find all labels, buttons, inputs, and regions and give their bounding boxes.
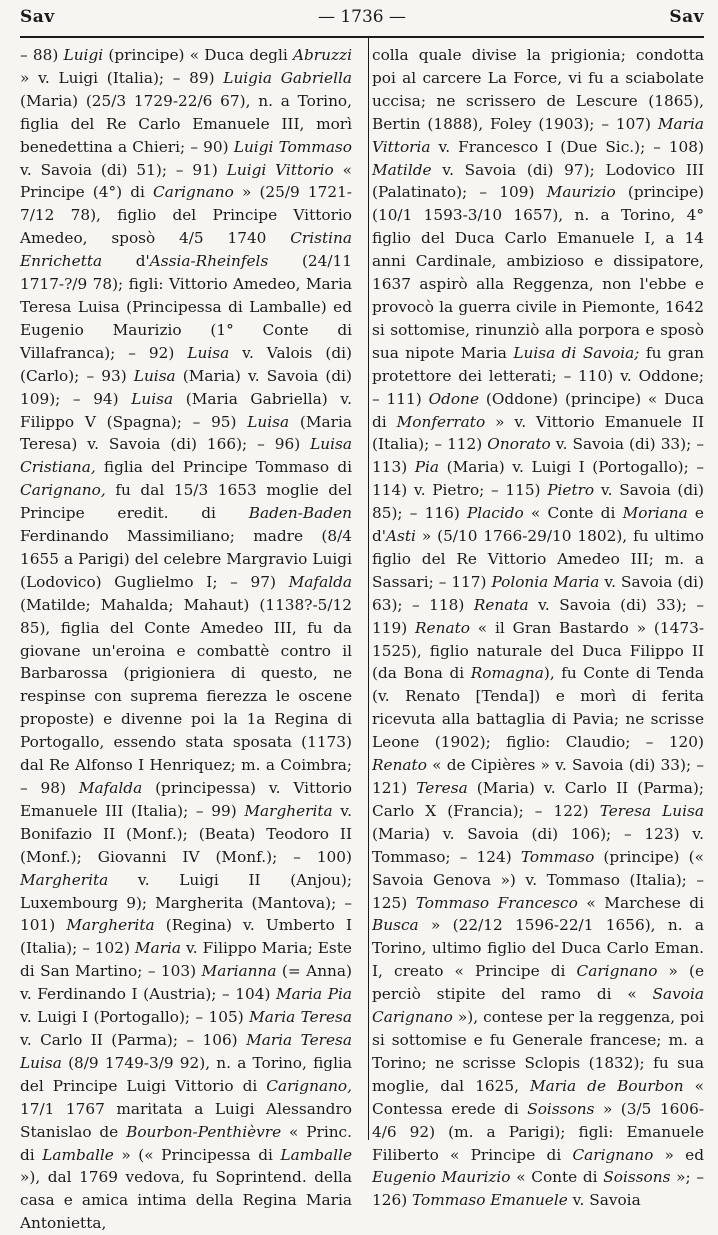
header-right-word: Sav bbox=[669, 7, 704, 27]
text-segment: Luisa bbox=[247, 412, 290, 431]
text-segment: figlia del Principe Tommaso di bbox=[95, 458, 352, 477]
text-segment: (Matilde; Mahalda; Mahaut) (1138?-5/12 85), figlia del Conte Amedeo III, fu da giovane un'eroina e combattè contro il Barbarossa (prigioniera di questo, ne respinse con suprema fierezza le oscene proposte) e divenne poi la 1a Regina di Portogallo, essendo stata sposata (1173) dal Re Alfonso I Henriquez; m. a Coimbra; – 98) bbox=[20, 595, 352, 797]
text-segment: (Maria Teresa) v. Savoia (di) 166); – 96) bbox=[20, 412, 352, 454]
page-number: — 1736 — bbox=[317, 7, 407, 27]
text-segment: Lamballe bbox=[280, 1145, 353, 1164]
text-segment: Soissons bbox=[527, 1099, 595, 1118]
text-segment: v. Luigi I (Portogallo); – 105) bbox=[20, 1008, 250, 1027]
text-segment: » (25/9 1721-7/12 78), figlio del Principe Vittorio Amedeo, sposò 4/5 1740 bbox=[20, 183, 352, 248]
text-segment: Marianna bbox=[201, 962, 277, 981]
text-segment: Renato bbox=[415, 618, 470, 637]
text-segment: fu dal 15/3 1653 moglie del Principe eredit. di bbox=[20, 481, 352, 523]
text-segment: »; – 126) bbox=[372, 1168, 704, 1210]
text-segment: Placido bbox=[466, 504, 524, 523]
text-segment: » v. Vittorio Emanuele II (Italia); – 112) bbox=[372, 412, 704, 454]
text-segment: Tommaso Francesco bbox=[415, 893, 578, 912]
text-segment: (principe) (« Savoia Genova ») v. Tommaso (Italia); – 125) bbox=[372, 847, 705, 912]
text-segment: Carignano, bbox=[266, 1076, 352, 1095]
text-segment: Bourbon-Penthièvre bbox=[126, 1122, 282, 1141]
text-segment: (Regina) v. Umberto I (Italia); – 102) bbox=[20, 916, 352, 958]
text-segment: » (e perciò stipite del ramo di « bbox=[372, 962, 704, 1004]
text-segment: » (« Principessa di bbox=[113, 1145, 281, 1164]
text-segment: (Maria) (25/3 1729-22/6 67), n. a Torino, figlia del Re Carlo Emanuele III, morì benedettina a Chieri; – 90) bbox=[20, 91, 352, 156]
text-segment: Assia-Rheinfels bbox=[149, 252, 269, 271]
right-column bbox=[362, 44, 704, 1235]
text-segment: Soissons bbox=[603, 1168, 671, 1187]
text-segment: (principe) (10/1 1593-3/10 1657), n. a Torino, 4° figlio del Duca Carlo Emanuele I, a 14 anni Cardinale, ambizioso e dissipatore, 1637 aspirò alla Reggenza, non l'ebbe e provocò la guerra civile in Piemonte, 1642 si sottomise, rinunziò alla porpora e sposò sua nipote Maria bbox=[372, 183, 704, 362]
text-segment: Mafalda bbox=[288, 572, 352, 591]
text-segment: » (5/10 1766-29/10 1802), fu ultimo figlio del Re Vittorio Amedeo III; m. a Sassari; – 117) bbox=[372, 527, 704, 591]
text-segment: Tommaso Emanuele bbox=[412, 1191, 568, 1210]
text-segment: Maria Teresa Luisa bbox=[20, 1030, 352, 1072]
text-segment: Maria Pia bbox=[276, 985, 352, 1004]
text-segment: Cristina Enrichetta bbox=[20, 229, 352, 271]
text-segment: Mafalda bbox=[78, 779, 143, 797]
page-header bbox=[20, 6, 704, 28]
text-segment: Maria de Bourbon bbox=[530, 1076, 684, 1095]
text-segment: « Conte di bbox=[523, 504, 623, 523]
text-segment: » (22/12 1596-22/1 1656), n. a Torino, ultimo figlio del Duca Carlo Eman. I, creato « Principe di bbox=[372, 916, 704, 981]
text-segment: Busca bbox=[372, 916, 419, 935]
text-segment: Moriana bbox=[622, 504, 688, 523]
text-segment: (principessa) v. Vittorio Emanuele III (Italia); – 99) bbox=[20, 779, 352, 820]
text-segment: Carignano bbox=[153, 183, 234, 202]
text-segment: Luigi Vittorio bbox=[226, 160, 334, 179]
text-segment: v. Filippo Maria; Este di San Martino; – 103) bbox=[20, 939, 352, 981]
text-segment: « Conte di bbox=[510, 1168, 604, 1187]
text-segment: (= Anna) v. Ferdinando I (Austria); – 104) bbox=[20, 962, 352, 1004]
text-segment: Luisa bbox=[187, 343, 230, 362]
text-segment: (Oddone) (principe) « Duca di bbox=[372, 389, 704, 431]
header-rule bbox=[20, 36, 704, 38]
text-segment: » ed bbox=[653, 1145, 704, 1164]
text-segment: « Marchese di bbox=[577, 893, 704, 912]
text-segment: Luisa di Savoia; bbox=[513, 343, 640, 362]
text-segment: Onorato bbox=[487, 435, 551, 454]
text-segment: – 88) bbox=[20, 46, 64, 64]
text-segment: (Maria Gabriella) v. Filippo V (Spagna); – 95) bbox=[20, 389, 352, 431]
text-segment: « Princ. di bbox=[20, 1122, 352, 1164]
text-segment: v. Savoia bbox=[567, 1191, 641, 1210]
text-segment: Monferrato bbox=[396, 412, 486, 431]
text-segment: Carignano, bbox=[20, 481, 106, 500]
text-segment: v. Carlo II (Parma); – 106) bbox=[20, 1030, 247, 1049]
text-segment: Margherita bbox=[66, 916, 155, 935]
text-segment: v. Luigi II (Anjou); Luxembourg 9); Margherita (Mantova); – 101) bbox=[20, 870, 352, 935]
text-segment: Renato bbox=[372, 756, 427, 775]
text-segment: (Maria) v. Luigi I (Portogallo); – 114) v. Pietro; – 115) bbox=[372, 458, 704, 500]
text-segment: Lamballe bbox=[42, 1145, 114, 1164]
text-segment: Asti bbox=[386, 527, 416, 546]
text-segment: Tommaso bbox=[520, 847, 595, 866]
column-divider bbox=[368, 38, 369, 1140]
text-segment: v. Savoia (di) 85); – 116) bbox=[372, 481, 705, 523]
text-segment: « Principe (4°) di bbox=[20, 160, 352, 202]
text-segment: Eugenio Maurizio bbox=[372, 1168, 511, 1187]
text-segment: Romagna bbox=[470, 664, 544, 683]
text-segment: Carignano bbox=[572, 1145, 654, 1164]
text-segment: « de Cipières » v. Savoia (di) 33); – 121) bbox=[372, 756, 704, 797]
text-segment: d' bbox=[102, 252, 150, 271]
text-segment: Margherita bbox=[244, 801, 333, 820]
text-segment: Baden-Baden bbox=[248, 504, 352, 523]
text-columns bbox=[20, 44, 704, 1235]
text-segment: Margherita bbox=[20, 870, 109, 889]
text-segment: (Maria) v. Carlo II (Parma); Carlo X (Francia); – 122) bbox=[372, 779, 705, 820]
text-segment: Ferdinando Massimiliano; madre (8/4 1655 a Parigi) del celebre Margravio Luigi (Lodovico) Guglielmo I; – 97) bbox=[20, 527, 352, 591]
header-left-word: Sav bbox=[20, 7, 55, 27]
text-segment: (24/11 1717-?/9 78); figli: Vittorio Amedeo, Maria Teresa Luisa (Principessa di Lamballe) ed Eugenio Maurizio (1° Conte di Villafranca); – 92) bbox=[20, 252, 352, 362]
text-segment: e d' bbox=[372, 504, 704, 546]
text-segment: »), dal 1769 vedova, fu Soprintend. della casa e amica intima della Regina Maria Antonietta, bbox=[20, 1168, 352, 1233]
text-segment: Pietro bbox=[547, 481, 595, 500]
text-segment: »), contese per la reggenza, poi si sottomise e fu Generale francese; m. a Torino; ne scrisse Sclopis (1832); fu sua moglie, dal 1625, bbox=[372, 1008, 704, 1095]
text-segment: Matilde bbox=[372, 160, 432, 179]
text-segment: Polonia Maria bbox=[491, 572, 600, 591]
text-segment: v. Valois (di) (Carlo); – 93) bbox=[20, 343, 352, 385]
text-segment: Renata bbox=[473, 595, 529, 614]
text-segment: Carignano bbox=[576, 962, 658, 981]
text-segment: (8/9 1749-3/9 92), n. a Torino, figlia del Principe Luigi Vittorio di bbox=[20, 1053, 352, 1095]
text-segment: fu gran protettore dei letterati; – 110) v. Oddone; – 111) bbox=[372, 343, 704, 408]
text-segment: v. Savoia (di) 33); – 113) bbox=[372, 435, 704, 477]
text-segment: « il Gran Bastardo » (1473-1525), figlio naturale del Duca Filippo II (da Bona di bbox=[372, 618, 704, 683]
text-segment: v. Savoia (di) 33); – 119) bbox=[372, 595, 704, 637]
text-segment: (Maria) v. Savoia (di) 106); – 123) v. Tommaso; – 124) bbox=[372, 824, 704, 866]
text-segment: » v. Luigi (Italia); – 89) bbox=[20, 68, 224, 87]
text-segment: Luisa bbox=[131, 389, 174, 408]
text-segment: v. Bonifazio II (Monf.); (Beata) Teodoro II (Monf.); Giovanni IV (Monf.); – 100) bbox=[20, 801, 352, 866]
text-segment: Luigi Tommaso bbox=[233, 137, 352, 156]
text-segment: Maria Vittoria bbox=[372, 114, 704, 156]
text-segment: Abruzzi bbox=[292, 46, 352, 64]
text-segment: (Maria) v. Savoia (di) 109); – 94) bbox=[20, 366, 352, 408]
text-segment: Pia bbox=[414, 458, 440, 477]
text-segment: 17/1 1767 maritata a Luigi Alessandro Stanislao de bbox=[20, 1099, 352, 1141]
text-segment: Odone bbox=[428, 389, 480, 408]
text-segment: Savoia Carignano bbox=[372, 985, 704, 1027]
text-segment: » (3/5 1606-4/6 92) (m. a Parigi); figli: Emanuele Filiberto « Principe di bbox=[372, 1099, 704, 1164]
text-segment: v. Savoia (di) 51); – 91) bbox=[20, 160, 227, 179]
left-column bbox=[20, 44, 362, 1235]
text-segment: Maurizio bbox=[546, 183, 616, 202]
text-segment: Luigia Gabriella bbox=[223, 68, 352, 87]
text-segment: Luisa bbox=[133, 366, 176, 385]
text-segment: Maria bbox=[134, 939, 182, 958]
text-segment: Luigi bbox=[63, 46, 104, 64]
text-segment: « Contessa erede di bbox=[372, 1076, 704, 1118]
text-segment: Teresa Luisa bbox=[599, 801, 704, 820]
text-segment: Teresa bbox=[416, 779, 468, 797]
text-segment: Luisa Cristiana, bbox=[20, 435, 352, 477]
text-segment: colla quale divise la prigionia; condotta poi al carcere La Force, vi fu a sciabolate uccisa; ne scrissero de Lescure (1865), Bertin (1888), Foley (1903); – 107) bbox=[372, 46, 704, 133]
text-segment: v. Savoia (di) 63); – 118) bbox=[372, 572, 705, 614]
text-segment: (principe) « Duca degli bbox=[103, 46, 293, 64]
text-segment: v. Francesco I (Due Sic.); – 108) bbox=[430, 137, 704, 156]
text-segment: ), fu Conte di Tenda (v. Renato [Tenda]) e morì di ferita ricevuta alla battaglia di Pavia; ne scrisse Leone (1902); figlio: Claudio; – 120) bbox=[372, 664, 705, 752]
text-segment: Maria Teresa bbox=[249, 1008, 353, 1027]
text-segment: v. Savoia (di) 97); Lodovico III (Palatinato); – 109) bbox=[372, 160, 704, 202]
